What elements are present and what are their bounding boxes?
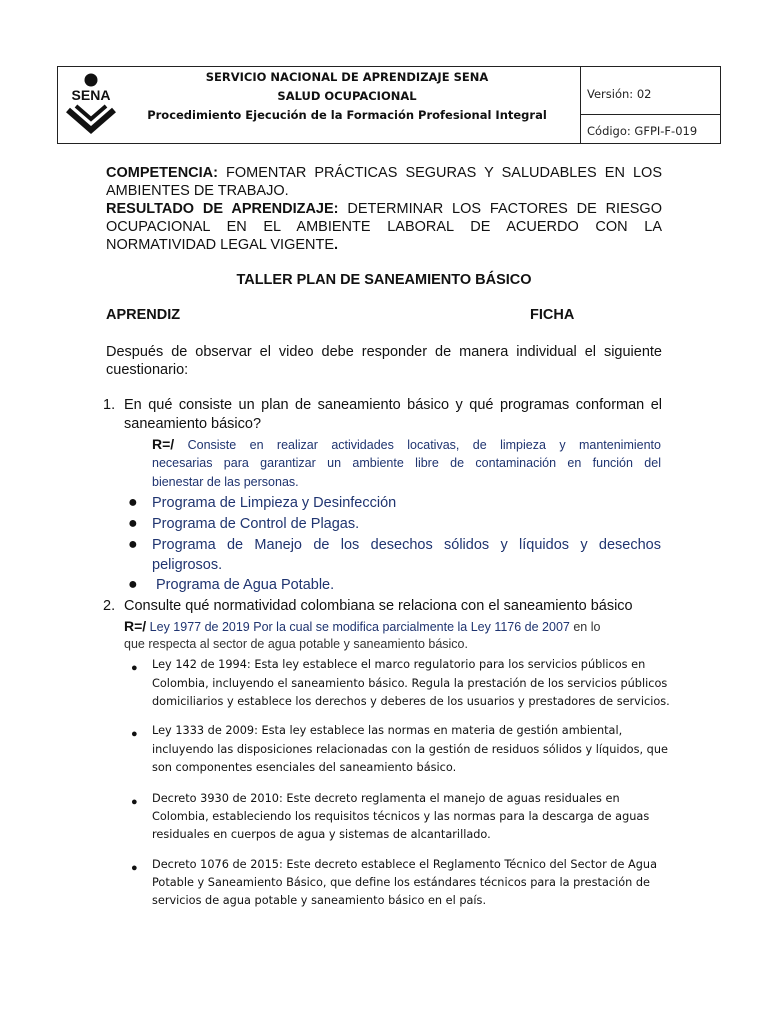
law-2-line-3: son componentes esenciales del saneamiento básico. — [152, 761, 457, 774]
competencia-line-2: AMBIENTES DE TRABAJO. — [106, 183, 289, 199]
q1-line-2: saneamiento básico? — [124, 416, 262, 432]
ficha-label: FICHA — [530, 307, 575, 323]
aprendiz-label: APRENDIZ — [106, 307, 181, 323]
program-item-4: Programa de Agua Potable. — [156, 577, 335, 593]
header-title-procedure: Procedimiento Ejecución de la Formación Profesional Integral — [147, 108, 547, 122]
law-4-line-2: Potable y Saneamiento Básico, que define los estándares técnicos para la prestación de — [152, 876, 650, 889]
bullet-icon: ● — [128, 515, 138, 532]
q2-line-1: Consulte qué normatividad colombiana se relaciona con el saneamiento básico — [124, 598, 633, 614]
program-item-3-cont: peligrosos. — [152, 557, 223, 573]
law-4-line-1: Decreto 1076 de 2015: Este decreto establece el Reglamento Técnico del Sector de Agua — [152, 858, 657, 871]
logo-text: SENA — [71, 87, 111, 103]
law-1-line-3: domiciliarios y establece los derechos y deberes de los usuarios y prestadores de servicios. — [152, 695, 670, 708]
resultado-line-2: OCUPACIONAL EN EL AMBIENTE LABORAL DE ACUERDO CON LA — [106, 219, 662, 235]
program-item-2: Programa de Control de Plagas. — [152, 516, 360, 532]
bullet-icon: ● — [128, 576, 138, 593]
q1-number: 1. — [103, 397, 116, 413]
law-2-line-1: Ley 1333 de 2009: Esta ley establece las normas en materia de gestión ambiental, — [152, 724, 623, 737]
bullet-icon: ● — [131, 728, 138, 740]
bullet-icon: ● — [131, 862, 138, 874]
q2-answer-line-1: R=/ Ley 1977 de 2019 Por la cual se modifica parcialmente la Ley 1176 de 2007 en lo — [124, 618, 601, 634]
law-3-line-2: Colombia, estableciendo los requisitos técnicos y las normas para la descarga de aguas — [152, 810, 650, 823]
q2-answer-line-2: que respecta al sector de agua potable y saneamiento básico. — [124, 637, 468, 651]
instruction-line-1: Después de observar el video debe responder de manera individual el siguiente — [106, 344, 662, 360]
competencia-line-1: COMPETENCIA: FOMENTAR PRÁCTICAS SEGURAS Y SALUDABLES EN LOS — [106, 165, 662, 181]
law-1-line-2: Colombia, incluyendo el saneamiento básico. Regula la prestación de los servicios públicos — [152, 677, 668, 690]
sena-logo — [62, 70, 120, 134]
q1-line-1: En qué consiste un plan de saneamiento básico y qué programas conforman el — [124, 397, 662, 413]
resultado-line-1: RESULTADO DE APRENDIZAJE: DETERMINAR LOS FACTORES DE RIESGO — [106, 201, 662, 217]
code-label: Código: GFPI-F-019 — [587, 124, 698, 138]
document-header — [57, 66, 721, 144]
law-3-line-3: residuales en cuerpos de agua y sistemas de alcantarillado. — [152, 828, 491, 841]
taller-title: TALLER PLAN DE SANEAMIENTO BÁSICO — [236, 272, 532, 288]
law-1-line-1: Ley 142 de 1994: Esta ley establece el marco regulatorio para los servicios públicos en — [152, 658, 646, 671]
q2-number: 2. — [103, 598, 116, 614]
law-3-line-1: Decreto 3930 de 2010: Este decreto reglamenta el manejo de aguas residuales en — [152, 792, 620, 805]
instruction-line-2: cuestionario: — [106, 362, 189, 378]
program-item-3: Programa de Manejo de los desechos sólidos y líquidos y desechos — [152, 537, 661, 553]
version-label: Versión: 02 — [587, 87, 652, 101]
law-2-line-2: incluyendo las disposiciones relacionadas con la gestión de residuos sólidos y líquidos, que — [152, 743, 668, 756]
header-title-institution: SERVICIO NACIONAL DE APRENDIZAJE SENA — [205, 70, 489, 84]
q1-answer-line-3: bienestar de las personas. — [152, 475, 299, 489]
q1-answer-line-1: R=/ Consiste en realizar actividades locativas, de limpieza y mantenimiento — [152, 436, 661, 452]
bullet-icon: ● — [128, 536, 138, 553]
header-meta — [580, 67, 720, 143]
bullet-icon: ● — [131, 796, 138, 808]
bullet-icon: ● — [131, 662, 138, 674]
program-item-1: Programa de Limpieza y Desinfección — [152, 495, 397, 511]
law-4-line-3: servicios de agua potable y saneamiento básico en el país. — [152, 894, 487, 907]
bullet-icon: ● — [128, 494, 138, 511]
resultado-line-3: NORMATIVIDAD LEGAL VIGENTE. — [106, 237, 339, 253]
q1-answer-line-2: necesarias para garantizar un ambiente libre de contaminación en función del — [152, 456, 661, 470]
header-title-area: SALUD OCUPACIONAL — [277, 89, 417, 103]
